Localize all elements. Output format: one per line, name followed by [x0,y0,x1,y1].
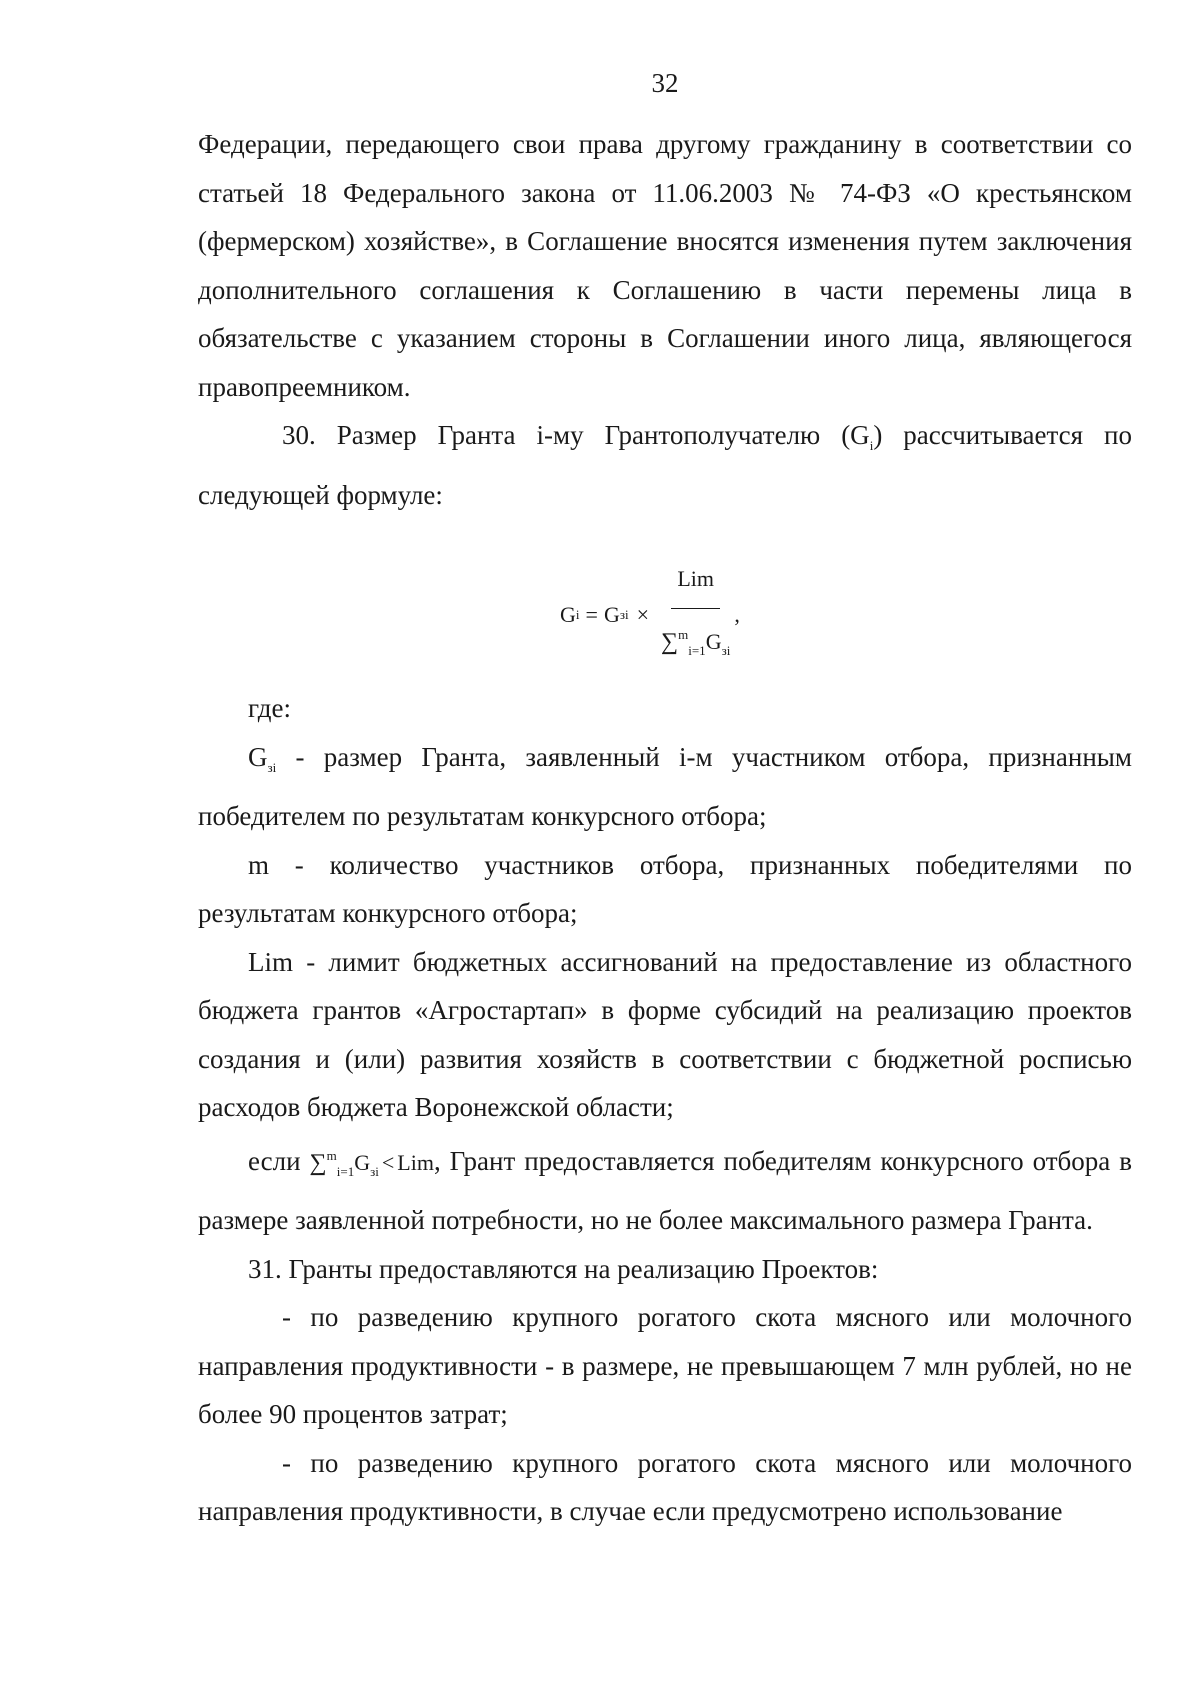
paragraph-31: 31. Гранты предоставляются на реализацию Проектов: [248,1253,879,1284]
formula-numerator: Lim [671,555,720,609]
paragraph-30 [198,411,1132,519]
page-number: 32 [651,68,679,98]
list-item-2: - по разведению крупного рогатого скота мясного или молочного направления продуктивности, в случае если предусмотрено использование [198,1447,1132,1526]
paragraph-30-text-b: ) рассчитывается по следующей формуле: [198,420,1132,510]
condition-less-than: < [381,1149,395,1175]
paragraph-continuation: Федерации, передающего свои права другому гражданину в соответствии со статьей 18 Федерального закона от 11.06.2003 № 74-ФЗ «О крестьянском (фермерском) хозяйстве», в Соглашение вносятся изменения путем заключения дополнительного соглашения к Соглашению в части перемены лица в обязательстве с указанием стороны в Соглашении иного лица, являющегося правопреемником. [198,129,1132,402]
definition-g-sub: зi [267,759,277,775]
condition-lim: Lim [397,1149,434,1175]
formula-rhs-sub: зi [619,606,629,622]
definition-g-text: - размер Гранта, заявленный i-м участником отбора, признанным победителем по результатам конкурсного отбора; [198,741,1132,831]
where-label: где: [248,693,291,723]
formula-lhs-sub: i [575,606,580,622]
grant-formula [560,555,740,675]
sum-lower-limit: i=1 [688,642,706,658]
definition-g [198,733,1132,841]
document-body [198,120,1132,1536]
condition-text: , Грант предоставляется победителям конкурсного отбора в размере заявленной потребности, но не более максимального размера Гранта. [198,1145,1132,1235]
condition-formula [310,1132,434,1197]
definition-m: m - количество участников отбора, признанных победителями по результатам конкурсного отбора; [198,849,1132,928]
formula-fraction [661,555,730,675]
condition-sigma: ∑ [309,1149,327,1176]
condition-sum-upper: m [326,1147,337,1163]
condition-g-sub: зi [370,1163,379,1179]
formula-comma: , [734,601,740,627]
condition-paragraph [198,1132,1132,1245]
formula-block [198,519,1132,684]
paragraph-30-subscript: i [869,438,874,453]
formula-denominator [661,609,730,676]
sigma-symbol: ∑ [661,628,679,655]
definition-lim: Lim - лимит бюджетных ассигнований на предоставление из областного бюджета грантов «Агростартап» в форме субсидий на реализацию проектов создания и (или) развития хозяйств в соответствии с бюджетной росписью расходов бюджета Воронежской области; [198,946,1132,1122]
formula-lhs: G [560,601,576,627]
formula-times: × [636,601,649,627]
denominator-g-sub: зi [721,642,731,658]
list-item-1: - по разведению крупного рогатого скота мясного или молочного направления продуктивности - в размере, не превышающем 7 млн рублей, но не более 90 процентов затрат; [198,1302,1132,1429]
condition-if-word: если [248,1145,310,1176]
paragraph-30-text-a: 30. Размер Гранта i-му Грантополучателю (G [282,420,870,450]
condition-g: G [354,1149,371,1175]
sum-upper-limit: m [678,626,689,642]
definition-g-symbol: G [248,741,268,772]
formula-rhs: G [603,601,620,627]
formula-equals: = [585,601,598,627]
condition-sum-lower: i=1 [336,1163,355,1179]
denominator-g: G [705,628,722,654]
